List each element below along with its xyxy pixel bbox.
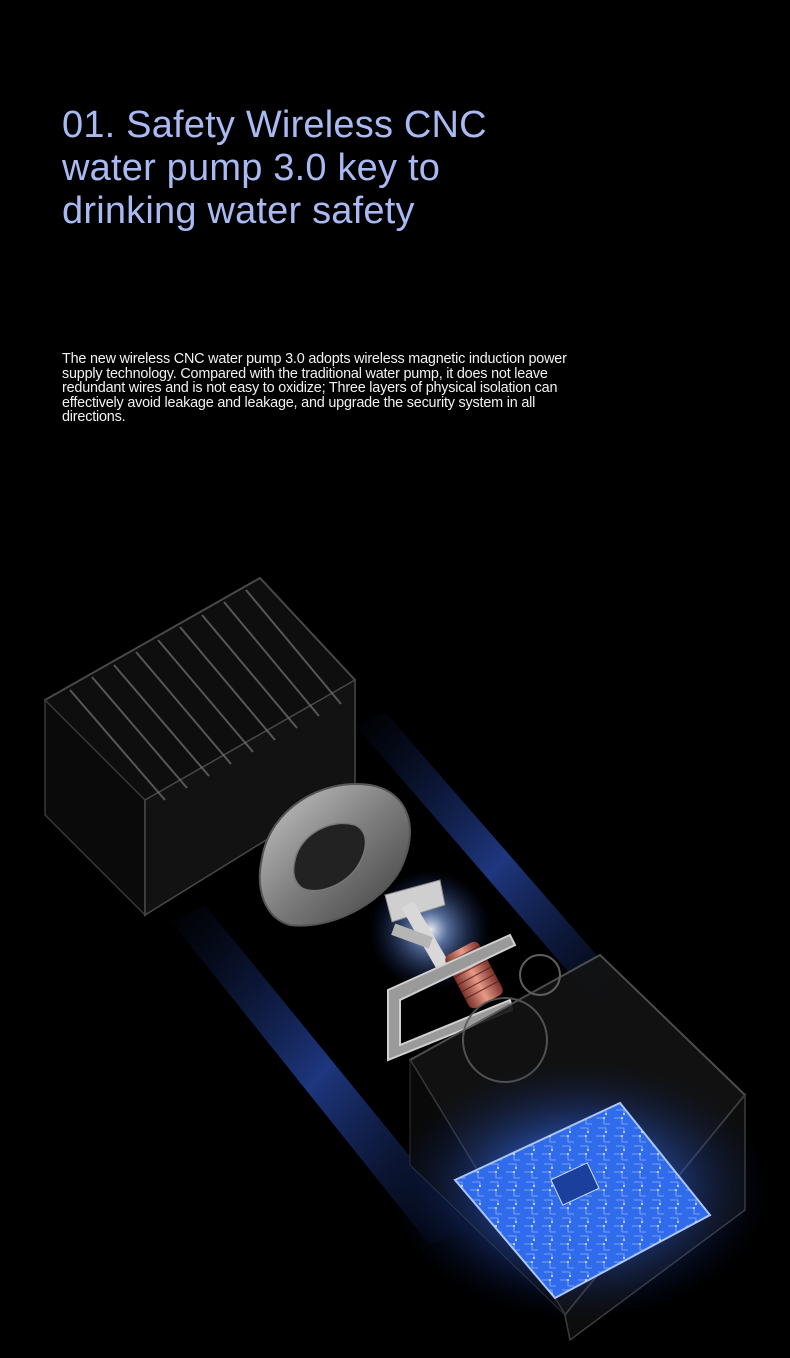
circuit-board [390,1060,770,1320]
description-line-3: redundant wires and is not easy to oxidize; Three layers of physical isolation can [62,380,558,397]
feature-headline [62,104,702,233]
description-line-4: effectively avoid leakage and leakage, and upgrade the security system in all [62,394,536,411]
headline-line-1: 01. Safety Wireless CNC [62,104,487,146]
headline-line-2: water pump 3.0 key to [62,147,441,189]
description-line-5: directions. [62,409,126,426]
pump-exploded-illustration [0,540,790,1358]
description-line-1: The new wireless CNC water pump 3.0 adopts wireless magnetic induction power [62,351,567,367]
description-line-2: supply technology. Compared with the traditional water pump, it does not leave [62,365,548,382]
headline-line-3: drinking water safety [62,190,415,232]
feature-description [62,352,662,425]
